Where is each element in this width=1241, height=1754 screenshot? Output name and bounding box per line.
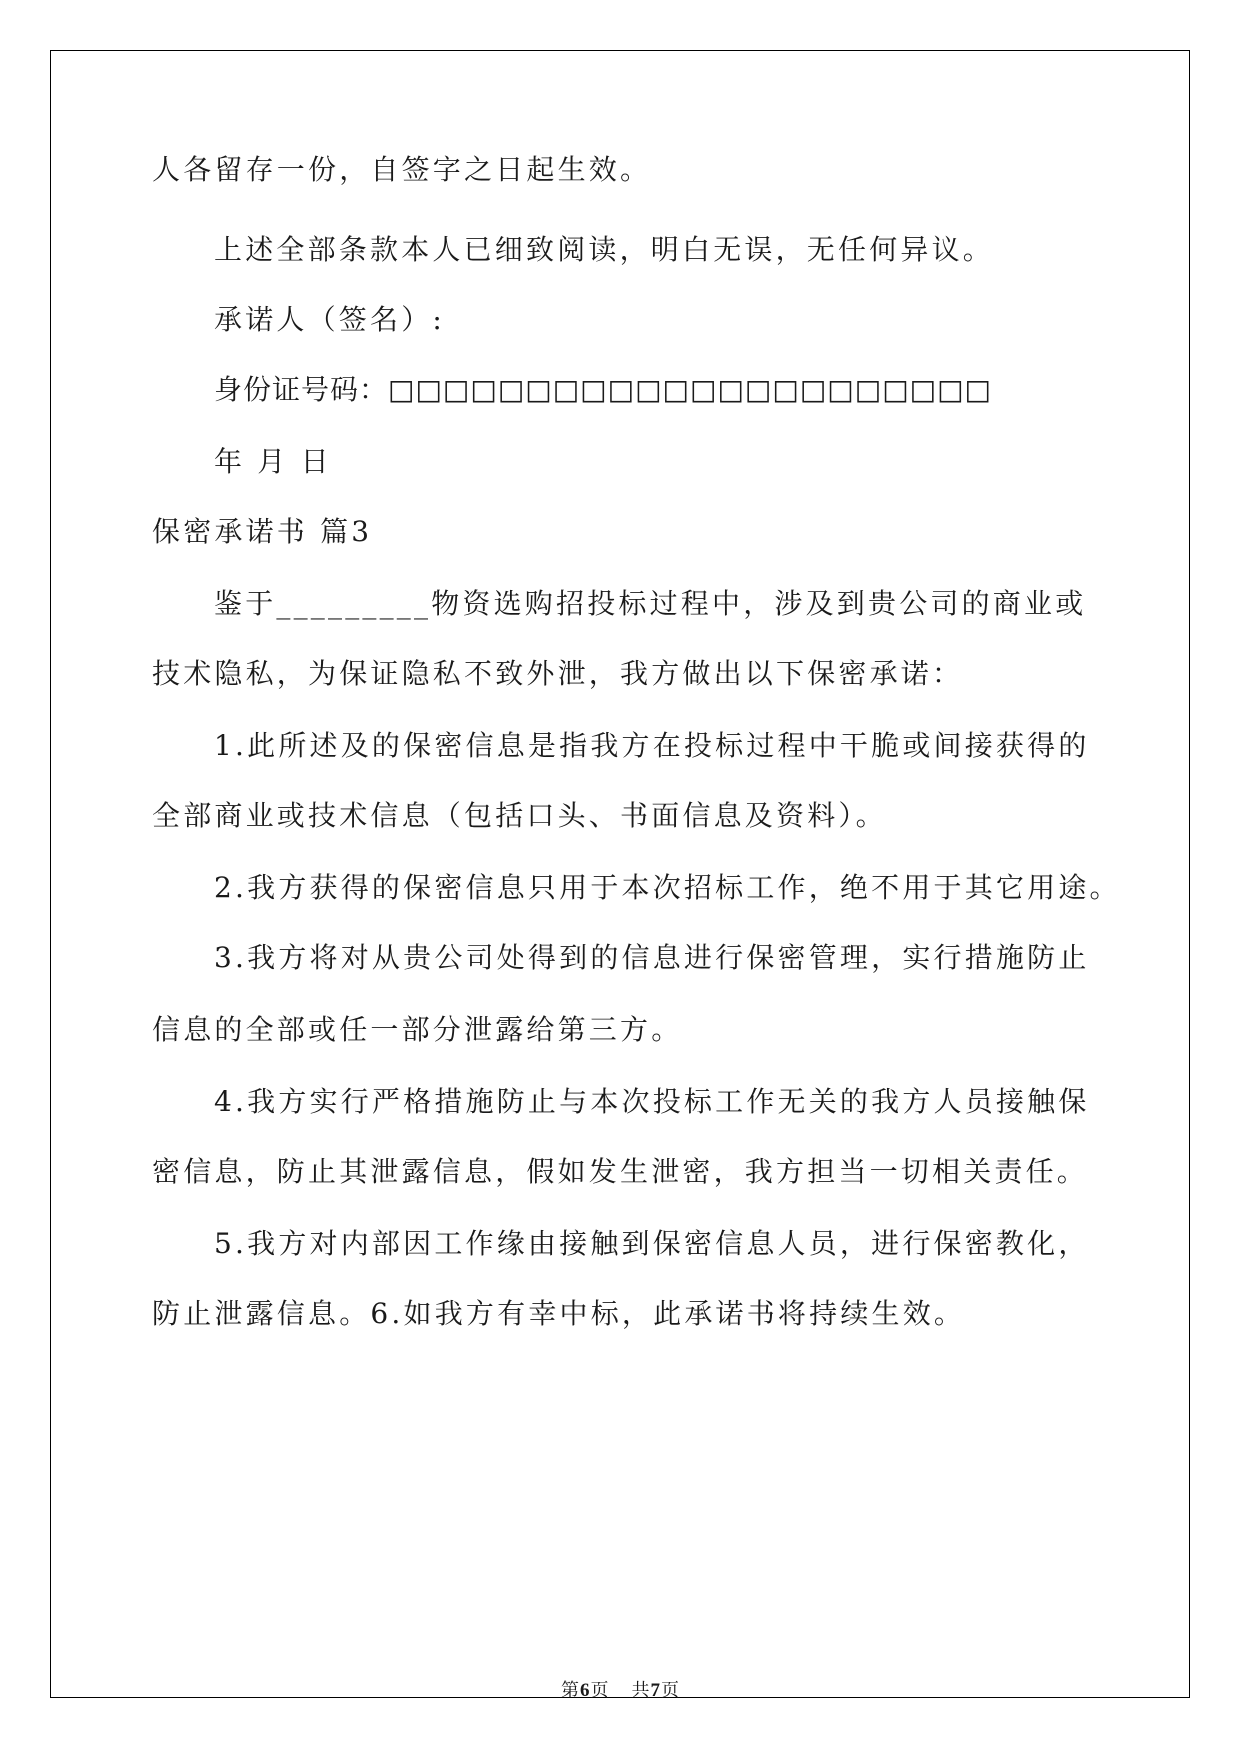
paragraph-line: 上述全部条款本人已细致阅读，明白无误，无任何异议。 — [214, 233, 995, 266]
total-pages: 7 — [650, 1680, 661, 1701]
section-heading: 保密承诺书 篇3 — [152, 515, 373, 548]
paragraph-line: 4.我方实行严格措施防止与本次投标工作无关的我方人员接触保 — [214, 1085, 1090, 1118]
paragraph-line: 防止泄露信息。6.如我方有幸中标，此承诺书将持续生效。 — [152, 1297, 966, 1330]
paragraph-line: 密信息，防止其泄露信息，假如发生泄密，我方担当一切相关责任。 — [152, 1155, 1089, 1188]
page-number: 6 — [580, 1680, 591, 1701]
paragraph-line: 技术隐私，为保证隐私不致外泄，我方做出以下保密承诺： — [152, 657, 964, 690]
paragraph-line: 信息的全部或任一部分泄露给第三方。 — [152, 1013, 683, 1046]
page-footer — [0, 1680, 1241, 1702]
id-number-field: 身份证号码：□□□□□□□□□□□□□□□□□□□□□□ — [214, 373, 993, 406]
page-prefix: 第 — [561, 1680, 580, 1701]
paragraph-line: 2.我方获得的保密信息只用于本次招标工作，绝不用于其它用途。 — [214, 871, 1121, 904]
paragraph-line: 全部商业或技术信息（包括口头、书面信息及资料）。 — [152, 799, 887, 832]
paragraph-line: 1.此所述及的保密信息是指我方在投标过程中干脆或间接获得的 — [214, 729, 1090, 762]
paragraph-line: 3.我方将对从贵公司处得到的信息进行保密管理，实行措施防止 — [214, 941, 1090, 974]
signer-label: 承诺人（签名）: — [214, 303, 446, 336]
paragraph-line: 鉴于_________物资选购招投标过程中，涉及到贵公司的商业或 — [214, 587, 1087, 620]
total-suffix: 页 — [661, 1680, 680, 1701]
total-prefix: 共 — [631, 1680, 651, 1701]
paragraph-line: 人各留存一份，自签字之日起生效。 — [152, 153, 652, 186]
date-line: 年 月 日 — [214, 445, 332, 478]
paragraph-line: 5.我方对内部因工作缘由接触到保密信息人员，进行保密教化， — [214, 1227, 1090, 1260]
page-suffix: 页 — [590, 1680, 610, 1701]
